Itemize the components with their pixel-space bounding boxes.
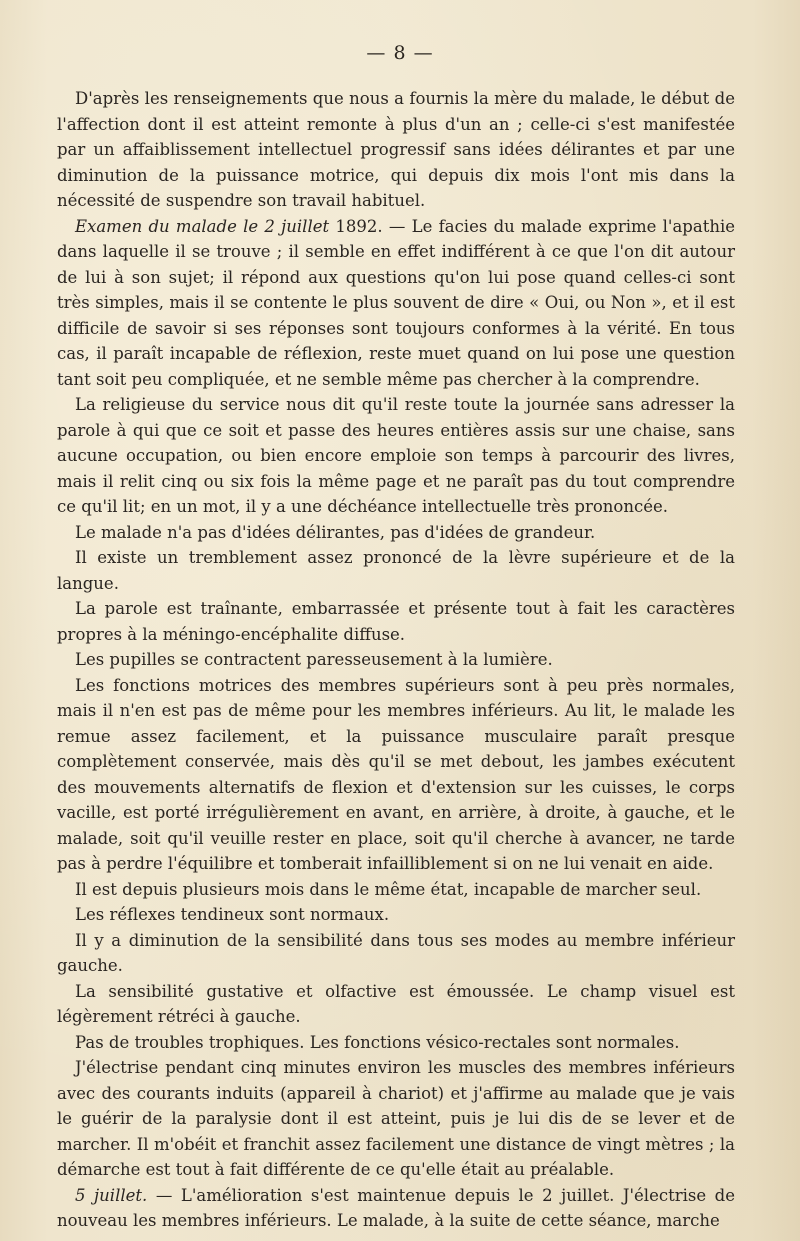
paragraph-text: — L'amélioration s'est maintenue depuis le 2 juillet. J'électrise de nouveau les membres inférieurs. Le malade, à la suite de cette séance, marche bbox=[57, 1185, 735, 1230]
paragraph bbox=[57, 647, 735, 673]
paragraph-text: D'après les renseignements que nous a fournis la mère du malade, le début de l'affection dont il est atteint remonte à plus d'un an ; celle-ci s'est manifestée par un affaiblissement intellectuel progressif sans idées délirantes et par une diminution de la puissance motrice, qui depuis dix mois l'ont mis dans la nécessité de suspendre son travail habituel. bbox=[57, 89, 735, 210]
paragraph bbox=[57, 545, 735, 596]
paragraph bbox=[57, 392, 735, 520]
paragraph bbox=[57, 596, 735, 647]
paragraph-text: Il est depuis plusieurs mois dans le même état, incapable de marcher seul. bbox=[75, 879, 702, 899]
paragraph bbox=[57, 979, 735, 1030]
page-number: — 8 — bbox=[366, 42, 434, 64]
paragraph-text: Il existe un tremblement assez prononcé de la lèvre supérieure et de la langue. bbox=[57, 548, 735, 593]
paragraph-text: La religieuse du service nous dit qu'il reste toute la journée sans adresser la parole à qui que ce soit et passe des heures entières assis sur une chaise, sans aucune occupation, ou bien encore emploie son temps à parcourir des livres, mais il relit cinq ou six fois la même page et ne paraît pas du tout comprendre ce qu'il lit; en un mot, il y a une déchéance intellectuelle très prononcée. bbox=[57, 395, 735, 516]
paragraph bbox=[57, 673, 735, 877]
paragraph bbox=[57, 928, 735, 979]
paragraph bbox=[57, 1183, 735, 1234]
paragraph-text: La parole est traînante, embarrassée et présente tout à fait les caractères propres à la méningo-encéphalite diffuse. bbox=[57, 599, 735, 644]
paragraph-text: Les réflexes tendineux sont normaux. bbox=[75, 905, 390, 924]
paragraph bbox=[57, 520, 735, 546]
paragraph-lead: Examen du malade le 2 juillet bbox=[75, 216, 330, 236]
paragraph bbox=[57, 1030, 735, 1056]
paragraph-text: Les fonctions motrices des membres supérieurs sont à peu près normales, mais il n'en est pas de même pour les membres inférieurs. Au lit, le malade les remue assez facilement, et la puissance musculaire paraît presque complètement conservée, mais dès qu'il se met debout, les jambes exécutent des mouvements alternatifs de flexion et d'extension sur les cuisses, le corps vacille, est porté irrégulièrement en avant, en arrière, à droite, à gauche, et le malade, soit qu'il veuille rester en place, soit qu'il cherche à avancer, ne tarde pas à perdre l'équilibre et tomberait infailliblement si on ne lui venait en aide. bbox=[57, 675, 735, 873]
body-text bbox=[57, 86, 735, 1234]
paragraph bbox=[57, 1055, 735, 1183]
paragraph-text: J'électrise pendant cinq minutes environ les muscles des membres inférieurs avec des courants induits (appareil à chariot) et j'affirme au malade que je vais le guérir de la paralysie dont il est atteint, puis je lui dis de se lever et de marcher. Il m'obéit et franchit assez facilement une distance de vingt mètres ; la démarche est tout à fait différente de ce qu'elle était au préalable. bbox=[57, 1058, 735, 1179]
paragraph bbox=[57, 877, 735, 903]
paragraph-text: Le malade n'a pas d'idées délirantes, pas d'idées de grandeur. bbox=[75, 522, 596, 542]
paragraph bbox=[57, 86, 735, 214]
paragraph bbox=[57, 214, 735, 393]
paragraph-text: La sensibilité gustative et olfactive est émoussée. Le champ visuel est légèrement rétréci à gauche. bbox=[57, 981, 735, 1026]
paragraph-text: Les pupilles se contractent paresseusement à la lumière. bbox=[75, 650, 553, 669]
paragraph-lead: 5 juillet. bbox=[75, 1185, 148, 1205]
paragraph-text: Pas de troubles trophiques. Les fonctions vésico-rectales sont normales. bbox=[75, 1032, 680, 1052]
paragraph-text: 1892. — Le facies du malade exprime l'apathie dans laquelle il se trouve ; il semble en effet indifférent à ce que l'on dit autour de lui à son sujet; il répond aux questions qu'on lui pose quand celles-ci sont très simples, mais il se contente le plus souvent de dire « Oui, ou Non », et il est difficile de savoir si ses réponses sont toujours conformes à la vérité. En tous cas, il paraît incapable de réflexion, reste muet quand on lui pose une question tant soit peu compliquée, et ne semble même pas chercher à la comprendre. bbox=[57, 216, 736, 389]
paragraph bbox=[57, 902, 735, 928]
paragraph-text: Il y a diminution de la sensibilité dans tous ses modes au membre inférieur gauche. bbox=[57, 930, 735, 975]
